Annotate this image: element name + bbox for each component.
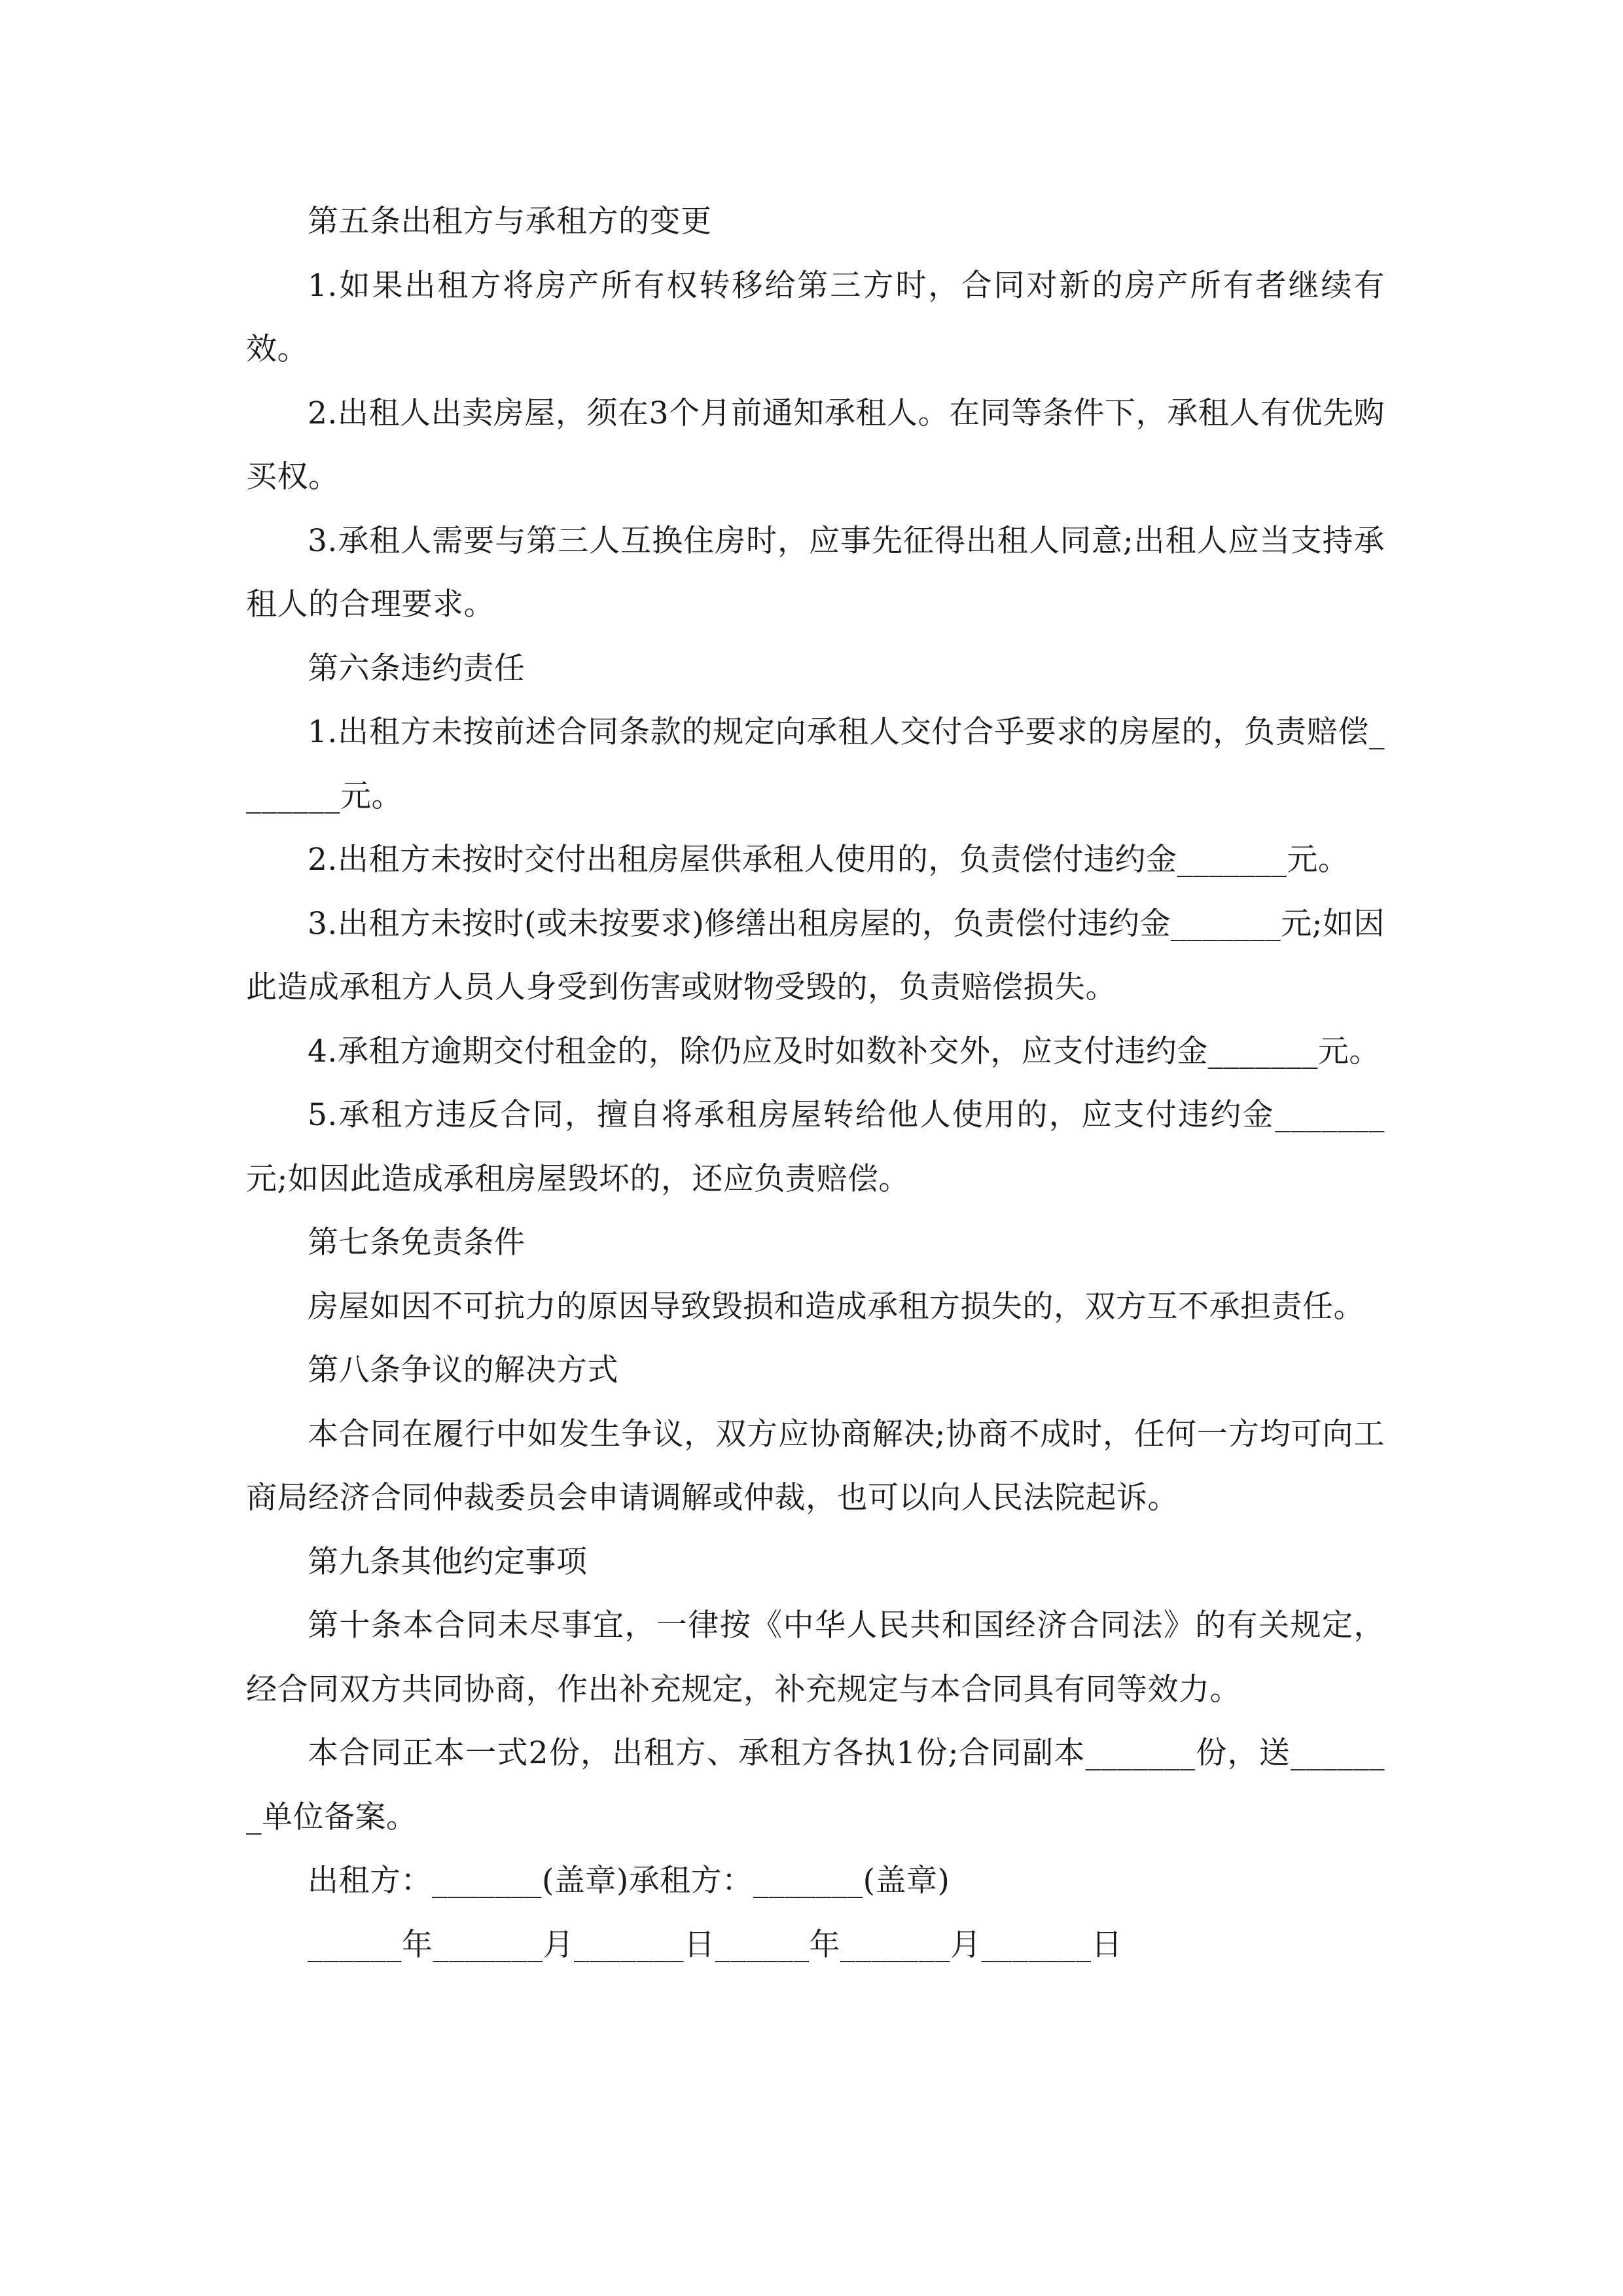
clause-5-2: 2.出租人出卖房屋，须在3个月前通知承租人。在同等条件下，承租人有优先购买权。 [246,395,1385,495]
clause-article-10: 第十条本合同未尽事宜，一律按《中华人民共和国经济合同法》的有关规定，经合同双方共同协商，作出补充规定，补充规定与本合同具有同等效力。 [246,1607,1385,1708]
clause-6-5: 5.承租方违反合同，擅自将承租房屋转给他人使用的，应支付违约金_______元;如因此造成承租房屋毁坏的，还应负责赔偿。 [246,1097,1385,1197]
clause-6-3: 3.出租方未按时(或未按要求)修缮出租房屋的，负责偿付违约金_______元;如因此造成承租方人员人身受到伤害或财物受毁的，负责赔偿损失。 [246,905,1385,1005]
clause-7: 房屋如因不可抗力的原因导致毁损和造成承租方损失的，双方互不承担责任。 [308,1288,1364,1325]
clause-6-4: 4.承租方逾期交付租金的，除仍应及时如数补交外，应支付违约金_______元。 [308,1033,1380,1069]
heading-article-6: 第六条违约责任 [308,650,526,687]
signature-line: 出租方：_______(盖章)承租方：_______(盖章) [308,1863,950,1899]
heading-article-9: 第九条其他约定事项 [308,1543,588,1580]
document-body [246,190,1385,1977]
heading-article-7: 第七条免责条件 [308,1225,526,1261]
date-line: ______年_______月_______日______年_______月_______日 [308,1926,1122,1963]
clause-copies: 本合同正本一式2份，出租方、承租方各执1份;合同副本_______份，送_______单位备案。 [246,1735,1385,1835]
clause-5-3: 3.承租人需要与第三人互换住房时，应事先征得出租人同意;出租人应当支持承租人的合理要求。 [246,522,1385,622]
heading-article-8: 第八条争议的解决方式 [308,1352,618,1388]
clause-6-1: 1.出租方未按前述合同条款的规定向承租人交付合乎要求的房屋的，负责赔偿_______元。 [246,714,1385,814]
clause-5-1: 1.如果出租方将房产所有权转移给第三方时，合同对新的房产所有者继续有效。 [246,267,1385,367]
clause-8: 本合同在履行中如发生争议，双方应协商解决;协商不成时，任何一方均可向工商局经济合同仲裁委员会申请调解或仲裁，也可以向人民法院起诉。 [246,1416,1385,1516]
clause-6-2: 2.出租方未按时交付出租房屋供承租人使用的，负责偿付违约金_______元。 [308,842,1349,878]
heading-article-5: 第五条出租方与承租方的变更 [308,204,712,240]
